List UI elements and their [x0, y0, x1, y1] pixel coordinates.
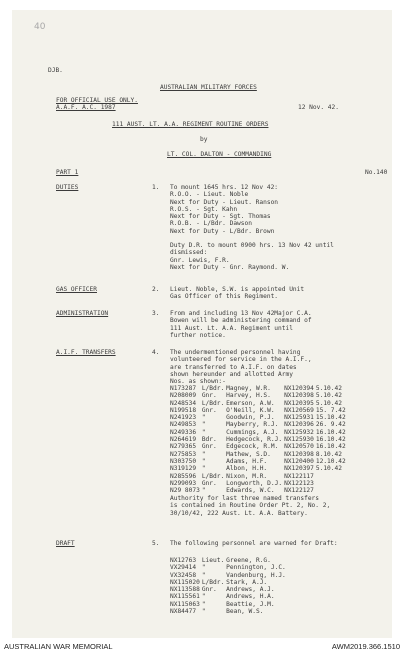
table-cell: N249853 — [170, 421, 197, 429]
table-cell: " — [201, 487, 206, 495]
table-cell: 16.10.42 — [315, 428, 346, 436]
table-cell: NX120400 — [284, 457, 314, 465]
table-row — [170, 601, 288, 608]
table-cell: Mathew, S.D. — [226, 450, 271, 458]
table-row — [170, 414, 348, 421]
section-title-duties: DUTIES — [56, 184, 79, 191]
table-cell: Gnr. — [201, 443, 217, 451]
table-cell: 15.10.42 — [315, 414, 346, 422]
table-cell: NX120394 — [284, 385, 314, 392]
table-cell: 16.10.42 — [315, 443, 346, 451]
table-cell: " — [201, 450, 206, 458]
table-row — [170, 421, 348, 428]
table-cell: NX120570 — [284, 443, 314, 451]
table-cell: Emerson, A.W. — [226, 399, 275, 407]
table-cell: Cummings, A.J. — [226, 428, 279, 436]
table-cell: " — [201, 465, 206, 473]
table-cell: N173287 — [170, 385, 197, 392]
table-cell: NX122127 — [284, 487, 314, 495]
table-cell: Adams, H.F. — [226, 457, 268, 465]
table-cell: NX84477 — [170, 608, 197, 616]
table-cell: " — [201, 457, 206, 465]
table-cell: N279365 — [170, 443, 197, 451]
archive-footer — [0, 640, 404, 653]
body-line: Next for Duty - Lieut. Ranson — [170, 198, 279, 206]
table-cell: Bean, W.S. — [226, 608, 264, 616]
table-cell: Goodwin, P.J. — [226, 414, 275, 422]
table-row — [170, 473, 348, 480]
table-cell: " — [201, 428, 206, 436]
table-cell: NX122123 — [284, 479, 314, 487]
table-cell: N285596 — [170, 472, 197, 480]
archive-name: AUSTRALIAN WAR MEMORIAL — [4, 642, 113, 651]
table-row — [170, 557, 288, 564]
section-title-aif-transfers: A.I.F. TRANSFERS — [56, 349, 116, 356]
table-row — [170, 487, 348, 494]
table-cell: Stark, A.J. — [226, 578, 268, 586]
table-cell: Edgecock, R.M. — [226, 443, 279, 451]
table-cell: L/Bdr. — [201, 578, 225, 586]
table-row — [170, 400, 348, 407]
body-line: Nos. as shown:- — [170, 378, 226, 386]
table-cell: N29 8073 — [170, 487, 200, 495]
section-number: 2. — [152, 286, 160, 293]
section-title-administration: ADMINISTRATION — [56, 310, 109, 317]
table-cell: NX122117 — [284, 472, 314, 480]
table-row — [170, 608, 288, 615]
table-cell: Hedgecock, R.J. — [226, 436, 283, 444]
table-row — [170, 480, 348, 487]
table-cell: Longworth, D.J. — [226, 479, 283, 487]
table-cell: " — [201, 414, 206, 422]
body-line: shown hereunder and allotted Army — [170, 370, 293, 378]
by-line: by — [200, 136, 208, 143]
table-row — [170, 579, 288, 586]
section-title-draft: DRAFT — [56, 540, 75, 547]
table-cell: 16.10.42 — [315, 436, 346, 444]
table-cell: 5.10.42 — [315, 465, 342, 473]
table-cell: N241923 — [170, 414, 197, 422]
table-row — [170, 465, 348, 472]
restriction-label: FOR OFFICIAL USE ONLY. — [56, 97, 138, 104]
table-cell: L/Bdr. — [201, 472, 225, 480]
table-cell: NX115561 — [170, 593, 200, 601]
table-cell: Andrews, H.A. — [226, 593, 275, 601]
body-line: Next for Duty - Sgt. Thomas — [170, 213, 271, 221]
table-cell: NX120398 — [284, 392, 314, 400]
table-cell: NX120569 — [284, 406, 314, 414]
section-number: 4. — [152, 349, 160, 356]
table-row — [170, 392, 348, 399]
table-cell: Lieut. — [201, 557, 225, 564]
table-cell: " — [201, 421, 206, 429]
body-line: are transferred to A.I.F. on dates — [170, 363, 297, 371]
table-row — [170, 436, 348, 443]
table-cell: Bdr. — [201, 436, 217, 444]
body-line: R.O.B. - L/Bdr. Dawson — [170, 220, 252, 228]
table-cell — [316, 480, 348, 487]
table-cell: Pennington, J.C. — [226, 564, 286, 572]
section-body-administration — [170, 310, 312, 339]
body-line: Bowen will be administering command of — [170, 317, 312, 325]
table-cell: 12.10.42 — [315, 457, 346, 465]
table-cell: Harvey, H.S. — [226, 392, 271, 400]
table-cell: 5.10.42 — [315, 399, 342, 407]
table-row — [170, 564, 288, 571]
table-cell: 8.10.42 — [315, 450, 342, 458]
table-cell — [316, 473, 348, 480]
document-title: AUSTRALIAN MILITARY FORCES — [160, 84, 257, 91]
part-label: PART 1 — [56, 169, 79, 176]
table-cell: Edwards, W.C. — [226, 487, 275, 495]
table-cell: Gnr. — [201, 392, 217, 400]
table-row — [170, 385, 348, 392]
table-cell: N275853 — [170, 450, 197, 458]
table-cell: Gnr. — [201, 479, 217, 487]
table-cell: NX125930 — [284, 436, 314, 444]
section-body-aif-transfers — [170, 349, 312, 385]
body-line: Authority for last three named transfers — [170, 495, 320, 502]
table-cell: N319129 — [170, 465, 197, 473]
table-cell: Gnr. — [201, 586, 217, 594]
body-line: Next for Duty - Gnr. Raymond. W. — [170, 263, 290, 271]
form-reference: A.A.F. A.C. 1987 — [56, 104, 116, 111]
body-line: R.O.S. - Sgt. Kahn — [170, 205, 238, 213]
draft-table — [170, 557, 288, 615]
section-number: 3. — [152, 310, 160, 317]
body-line: Lieut. Noble, S.W. is appointed Unit — [170, 286, 305, 293]
table-row — [170, 458, 348, 465]
table-cell: NX125932 — [284, 428, 314, 436]
document-page — [12, 10, 392, 638]
table-row — [170, 429, 348, 436]
section-title-gas-officer: GAS OFFICER — [56, 286, 97, 293]
body-line: Duty D.R. to mount 0900 hrs. 13 Nov 42 until — [170, 242, 334, 250]
table-cell: N303750 — [170, 457, 197, 465]
table-cell: " — [201, 593, 206, 601]
body-line: From and including 13 Nov 42Major C.A. — [170, 310, 312, 317]
table-cell: Nixon, M.R. — [226, 472, 268, 480]
order-number: No.140 — [365, 169, 388, 176]
document-reference: DJB. — [48, 67, 63, 74]
table-cell: Beattie, J.M. — [226, 600, 275, 608]
table-cell: N248534 — [170, 399, 197, 407]
body-line: is contained in Routine Order Pt. 2, No. 2, — [170, 502, 331, 510]
table-cell: NX120395 — [284, 399, 314, 407]
transfer-authority-note — [170, 495, 330, 517]
table-cell: " — [201, 608, 206, 616]
table-row — [170, 572, 288, 579]
commander-line: LT. COL. DALTON - COMMANDING — [167, 151, 272, 158]
table-cell: " — [201, 564, 206, 572]
body-line: To mount 1645 hrs. 12 Nov 42: — [170, 184, 279, 191]
body-line: Gas Officer of this Regiment. — [170, 293, 279, 301]
body-line: Gnr. Lewis, F.R. — [170, 256, 230, 264]
pencil-annotation: 40 — [34, 22, 46, 32]
table-cell: NX120398 — [284, 450, 314, 458]
table-cell: Vandenburg, H.J. — [226, 571, 286, 579]
table-cell: VX32458 — [170, 571, 197, 579]
table-cell: N299093 — [170, 479, 197, 487]
table-cell: " — [201, 600, 206, 608]
table-cell: O'Neill, K.W. — [226, 406, 275, 414]
section-body-gas-officer — [170, 286, 304, 301]
table-row — [170, 451, 348, 458]
table-row — [170, 443, 348, 450]
section-number: 5. — [152, 540, 160, 547]
table-cell: NX115020 — [170, 578, 200, 586]
table-cell: L/Bdr. — [201, 399, 225, 407]
table-cell: NX125931 — [284, 414, 314, 422]
table-cell: 5.10.42 — [315, 385, 342, 392]
body-line: volunteered for service in the A.I.F., — [170, 356, 312, 364]
body-line: 111 Aust. Lt. A.A. Regiment until — [170, 324, 293, 332]
order-date: 12 Nov. 42. — [298, 104, 339, 111]
table-cell: NX12763 — [170, 557, 197, 564]
table-cell — [316, 487, 348, 494]
transfers-table — [170, 385, 348, 494]
table-cell: Mayberry, R.J. — [226, 421, 279, 429]
table-cell: NX120397 — [284, 465, 314, 473]
table-row — [170, 593, 288, 600]
body-line: further notice. — [170, 331, 226, 339]
table-cell: Magney, W.R. — [226, 385, 271, 392]
table-cell: N208009 — [170, 392, 197, 400]
body-line: Next for Duty - L/Bdr. Brown — [170, 227, 275, 235]
table-cell: L/Bdr. — [201, 385, 225, 392]
body-line: 30/10/42, 222 Aust. Lt. A.A. Battery. — [170, 509, 308, 517]
table-cell: N249336 — [170, 428, 197, 436]
archive-reference: AWM2019.366.1510 — [331, 642, 400, 651]
body-line: dismissed: — [170, 249, 208, 257]
section-body-draft: The following personnel are warned for Draft: — [170, 540, 338, 547]
table-cell: Gnr. — [201, 406, 217, 414]
table-row — [170, 586, 288, 593]
table-cell: N199518 — [170, 406, 197, 414]
table-cell: NX115063 — [170, 600, 200, 608]
table-cell: " — [201, 571, 206, 579]
table-cell: Greene, R.G. — [226, 557, 271, 564]
section-body-duties — [170, 184, 334, 271]
body-line: The undermentioned personnel having — [170, 349, 301, 356]
unit-heading: 111 AUST. LT. A.A. REGIMENT ROUTINE ORDERS — [112, 121, 269, 128]
table-cell: Andrews, A.J. — [226, 586, 275, 594]
table-cell: NX120396 — [284, 421, 314, 429]
table-cell: 15. 7.42 — [315, 406, 346, 414]
table-cell: VX29414 — [170, 564, 197, 572]
table-cell: NX113588 — [170, 586, 200, 594]
table-cell: 26. 9.42 — [315, 421, 346, 429]
table-cell: Albon, H.H. — [226, 465, 268, 473]
table-cell: 5.10.42 — [315, 392, 342, 400]
table-cell: N264619 — [170, 436, 197, 444]
table-row — [170, 407, 348, 414]
section-number: 1. — [152, 184, 160, 191]
body-line: R.O.O. - Lieut. Noble — [170, 191, 249, 199]
